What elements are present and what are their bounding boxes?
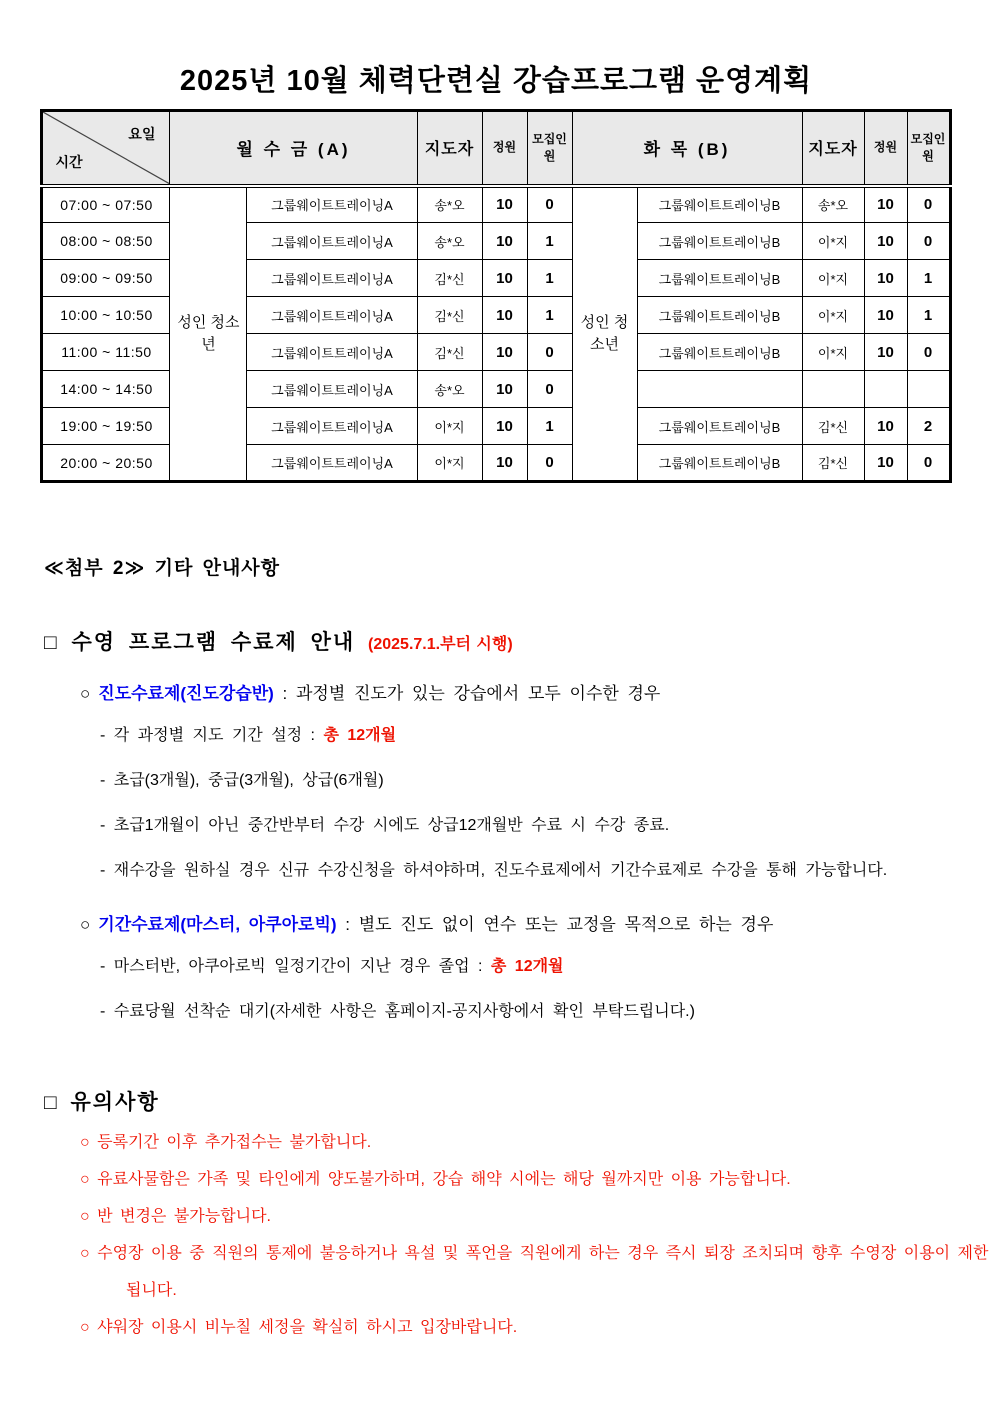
recruit-a-cell: 0: [527, 186, 572, 223]
subitem-text: - 각 과정별 지도 기간 설정 :: [100, 727, 324, 744]
capacity-a-cell: 10: [482, 408, 527, 445]
swim-subitem: [100, 764, 973, 797]
capacity-a-cell: 10: [482, 260, 527, 297]
program-b-cell: 그룹웨이트트레이닝B: [637, 260, 802, 297]
recruit-a-cell: 1: [527, 223, 572, 260]
program-a-cell: 그룹웨이트트레이닝A: [247, 297, 417, 334]
notice-item: ○ 샤워장 이용시 비누칠 세정을 확실히 하시고 입장바랍니다.: [80, 1319, 518, 1336]
subitem-text: - 초급(3개월), 중급(3개월), 상급(6개월): [100, 772, 384, 789]
capacity-b-cell: 10: [864, 334, 907, 371]
recruit-b-cell: 0: [907, 334, 950, 371]
recruit-b-cell: 1: [907, 260, 950, 297]
program-b-cell: 그룹웨이트트레이닝B: [637, 408, 802, 445]
instructor-a-cell: 김*신: [417, 334, 482, 371]
program-b-cell: 그룹웨이트트레이닝B: [637, 297, 802, 334]
instructor-a-cell: 김*신: [417, 297, 482, 334]
instructor-a-cell: 송*오: [417, 186, 482, 223]
capacity-a-cell: 10: [482, 371, 527, 408]
swim-item-period-desc: : 별도 진도 없이 연수 또는 교정을 목적으로 하는 경우: [336, 915, 774, 934]
time-cell: 14:00 ~ 14:50: [42, 371, 170, 408]
instructor-b-cell: 김*신: [802, 408, 864, 445]
swim-section-title-note: (2025.7.1.부터 시행): [368, 636, 513, 653]
time-cell: 08:00 ~ 08:50: [42, 223, 170, 260]
subitem-text: - 수료당월 선착순 대기(자세한 사항은 홈페이지-공지사항에서 확인 부탁드립니다.): [100, 1003, 695, 1020]
notice-item: ○ 수영장 이용 중 직원의 통제에 불응하거나 욕설 및 폭언을 직원에게 하는 경우 즉시 퇴장 조치되며 향후 수영장 이용이 제한됩니다.: [80, 1245, 989, 1299]
capacity-b-cell: 10: [864, 297, 907, 334]
table-row: [42, 186, 950, 223]
capacity-b-cell: 10: [864, 260, 907, 297]
program-b-cell: 그룹웨이트트레이닝B: [637, 223, 802, 260]
program-a-cell: 그룹웨이트트레이닝A: [247, 408, 417, 445]
time-cell: 09:00 ~ 09:50: [42, 260, 170, 297]
recruit-a-cell: 1: [527, 297, 572, 334]
program-a-cell: 그룹웨이트트레이닝A: [247, 445, 417, 482]
instructor-b-cell: 이*지: [802, 297, 864, 334]
swim-item-period: [80, 911, 966, 938]
notice-item: ○ 유료사물함은 가족 및 타인에게 양도불가하며, 강습 해약 시에는 해당 월까지만 이용 가능합니다.: [80, 1171, 791, 1188]
header-capacity-b: 정원: [864, 111, 907, 186]
capacity-b-cell: 10: [864, 408, 907, 445]
capacity-b-cell: 10: [864, 223, 907, 260]
swim-section-title-text: □ 수영 프로그램 수료제 안내: [44, 631, 356, 654]
program-a-cell: 그룹웨이트트레이닝A: [247, 371, 417, 408]
swim-subitem: [100, 719, 973, 752]
header-recruit-b: 모집인원: [907, 111, 950, 186]
program-b-cell: 그룹웨이트트레이닝B: [637, 186, 802, 223]
capacity-a-cell: 10: [482, 334, 527, 371]
swim-item-progress-desc: : 과정별 진도가 있는 강습에서 모두 이수한 경우: [273, 684, 661, 703]
program-b-cell: 그룹웨이트트레이닝B: [637, 334, 802, 371]
recruit-a-cell: 1: [527, 408, 572, 445]
diagonal-divider-line: [43, 112, 169, 184]
instructor-a-cell: 이*지: [417, 408, 482, 445]
recruit-b-cell: 0: [907, 445, 950, 482]
capacity-a-cell: 10: [482, 223, 527, 260]
time-cell: 11:00 ~ 11:50: [42, 334, 170, 371]
attachment-heading: ≪첨부 2≫ 기타 안내사항: [44, 558, 281, 579]
time-cell: 07:00 ~ 07:50: [42, 186, 170, 223]
swim-subitem: [100, 809, 973, 842]
category-cell-b: 성인 청소년: [572, 186, 637, 482]
corner-cell: [42, 111, 170, 186]
subitem-text: - 재수강을 원하실 경우 신규 수강신청을 하셔야하며, 진도수료제에서 기간수료제로 수강을 통해 가능합니다.: [100, 862, 888, 879]
recruit-a-cell: 0: [527, 334, 572, 371]
corner-time-label: 시간: [55, 153, 83, 170]
notice-item: ○ 반 변경은 불가능합니다.: [80, 1208, 272, 1225]
instructor-b-cell: [802, 371, 864, 408]
capacity-b-cell: 10: [864, 186, 907, 223]
program-b-cell: [637, 371, 802, 408]
recruit-b-cell: 0: [907, 223, 950, 260]
subitem-highlight: 총 12개월: [323, 727, 397, 744]
time-cell: 19:00 ~ 19:50: [42, 408, 170, 445]
swim-subitem: [100, 950, 973, 983]
notice-list: [0, 1124, 992, 1346]
page-title: 2025년 10월 체력단련실 강습프로그램 운영계획: [179, 65, 813, 97]
schedule-table: [40, 109, 951, 483]
instructor-b-cell: 이*지: [802, 223, 864, 260]
instructor-a-cell: 김*신: [417, 260, 482, 297]
capacity-b-cell: 10: [864, 445, 907, 482]
recruit-b-cell: 1: [907, 297, 950, 334]
circle-marker: ○: [80, 684, 91, 703]
program-b-cell: 그룹웨이트트레이닝B: [637, 445, 802, 482]
notice-item: ○ 등록기간 이후 추가접수는 불가합니다.: [80, 1134, 372, 1151]
instructor-b-cell: 김*신: [802, 445, 864, 482]
capacity-a-cell: 10: [482, 445, 527, 482]
header-group-a: 월 수 금 (A): [170, 111, 417, 186]
program-a-cell: 그룹웨이트트레이닝A: [247, 223, 417, 260]
subitem-highlight: 총 12개월: [490, 958, 564, 975]
recruit-a-cell: 0: [527, 445, 572, 482]
circle-marker: ○: [80, 915, 91, 934]
program-a-cell: 그룹웨이트트레이닝A: [247, 334, 417, 371]
swim-section-title: [44, 626, 992, 656]
header-instructor-a: 지도자: [417, 111, 482, 186]
recruit-b-cell: 0: [907, 186, 950, 223]
program-a-cell: 그룹웨이트트레이닝A: [247, 260, 417, 297]
header-group-b: 화 목 (B): [572, 111, 802, 186]
header-instructor-b: 지도자: [802, 111, 864, 186]
program-a-cell: 그룹웨이트트레이닝A: [247, 186, 417, 223]
capacity-b-cell: [864, 371, 907, 408]
time-cell: 20:00 ~ 20:50: [42, 445, 170, 482]
subitem-text: - 초급1개월이 아닌 중간반부터 수강 시에도 상급12개월반 수료 시 수강 종료.: [100, 817, 670, 834]
instructor-a-cell: 송*오: [417, 371, 482, 408]
header-capacity-a: 정원: [482, 111, 527, 186]
swim-subitem: [100, 854, 973, 887]
instructor-b-cell: 이*지: [802, 260, 864, 297]
header-recruit-a: 모집인원: [527, 111, 572, 186]
swim-item-period-term: 기간수료제(마스터, 아쿠아로빅): [98, 915, 337, 934]
swim-subitem: [100, 995, 973, 1028]
corner-day-label: 요일: [128, 126, 156, 142]
recruit-a-cell: 0: [527, 371, 572, 408]
subitem-text: - 마스터반, 아쿠아로빅 일정기간이 지난 경우 졸업 :: [100, 958, 491, 975]
instructor-a-cell: 송*오: [417, 223, 482, 260]
recruit-b-cell: 2: [907, 408, 950, 445]
swim-item-progress: [80, 680, 966, 707]
capacity-a-cell: 10: [482, 297, 527, 334]
instructor-b-cell: 송*오: [802, 186, 864, 223]
recruit-a-cell: 1: [527, 260, 572, 297]
category-cell-a: 성인 청소년: [170, 186, 247, 482]
table-header-row: [42, 111, 950, 186]
capacity-a-cell: 10: [482, 186, 527, 223]
instructor-b-cell: 이*지: [802, 334, 864, 371]
time-cell: 10:00 ~ 10:50: [42, 297, 170, 334]
swim-item-progress-term: 진도수료제(진도강습반): [98, 684, 274, 703]
notice-section-title: □ 유의사항: [44, 1091, 160, 1114]
instructor-a-cell: 이*지: [417, 445, 482, 482]
recruit-b-cell: [907, 371, 950, 408]
